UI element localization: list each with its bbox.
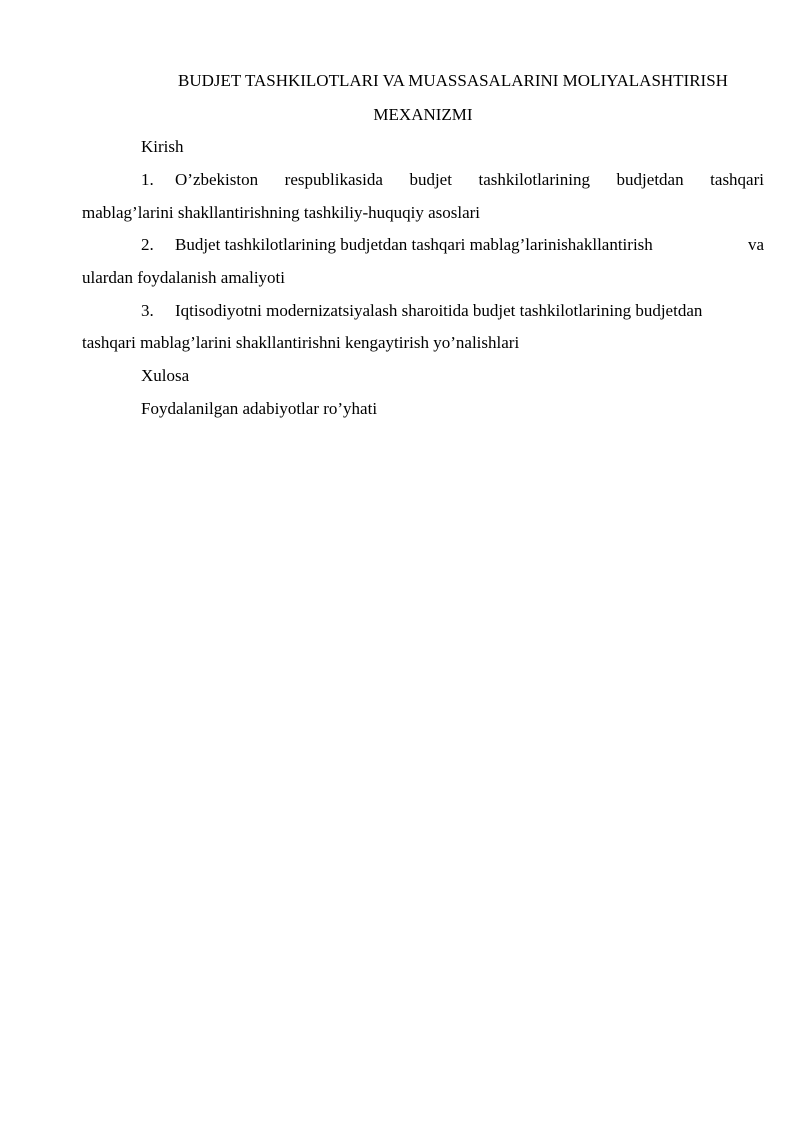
toc-item-1-word: tashqari <box>710 170 764 189</box>
toc-item-1-word: respublikasida <box>284 170 383 189</box>
toc-item-3-line-2: tashqari mablag’larini shakllantirishni kengaytirish yo’nalishlari <box>82 333 520 352</box>
toc-item-1-word: budjetdan <box>616 170 684 189</box>
toc-item-1-number: 1. O’zbekiston <box>141 170 259 189</box>
toc-conclusion: Xulosa <box>141 366 190 385</box>
toc-item-1-line-1 <box>141 163 764 197</box>
toc-item-3-number: 3. <box>141 301 154 320</box>
toc-item-2-text: 2. Budjet tashkilotlarining budjetdan tashqari mablag’larinishakllantirish <box>141 235 653 254</box>
toc-references: Foydalanilgan adabiyotlar ro’yhati <box>141 399 378 418</box>
toc-item-1-word: budjet <box>409 170 452 189</box>
toc-item-1-word: tashkilotlarining <box>478 170 590 189</box>
title-line-1: BUDJET TASHKILOTLARI VA MUASSASALARINI MOLIYALASHTIRISH <box>178 71 728 90</box>
toc-item-2-end: va <box>747 235 764 254</box>
toc-item-2-line-2: ulardan foydalanish amaliyoti <box>82 268 285 287</box>
title-line-2: MEXANIZMI <box>373 105 473 124</box>
toc-intro: Kirish <box>141 137 184 156</box>
toc-item-2-line-1 <box>141 228 764 262</box>
toc-item-1-line-2: mablag’larini shakllantirishning tashkiliy-huquqiy asoslari <box>82 203 481 222</box>
toc-item-3-line-1 <box>141 294 764 328</box>
toc-item-3-text: Iqtisodiyotni modernizatsiyalash sharoitida budjet tashkilotlarining budjetdan <box>175 301 703 320</box>
document-title <box>82 64 764 132</box>
